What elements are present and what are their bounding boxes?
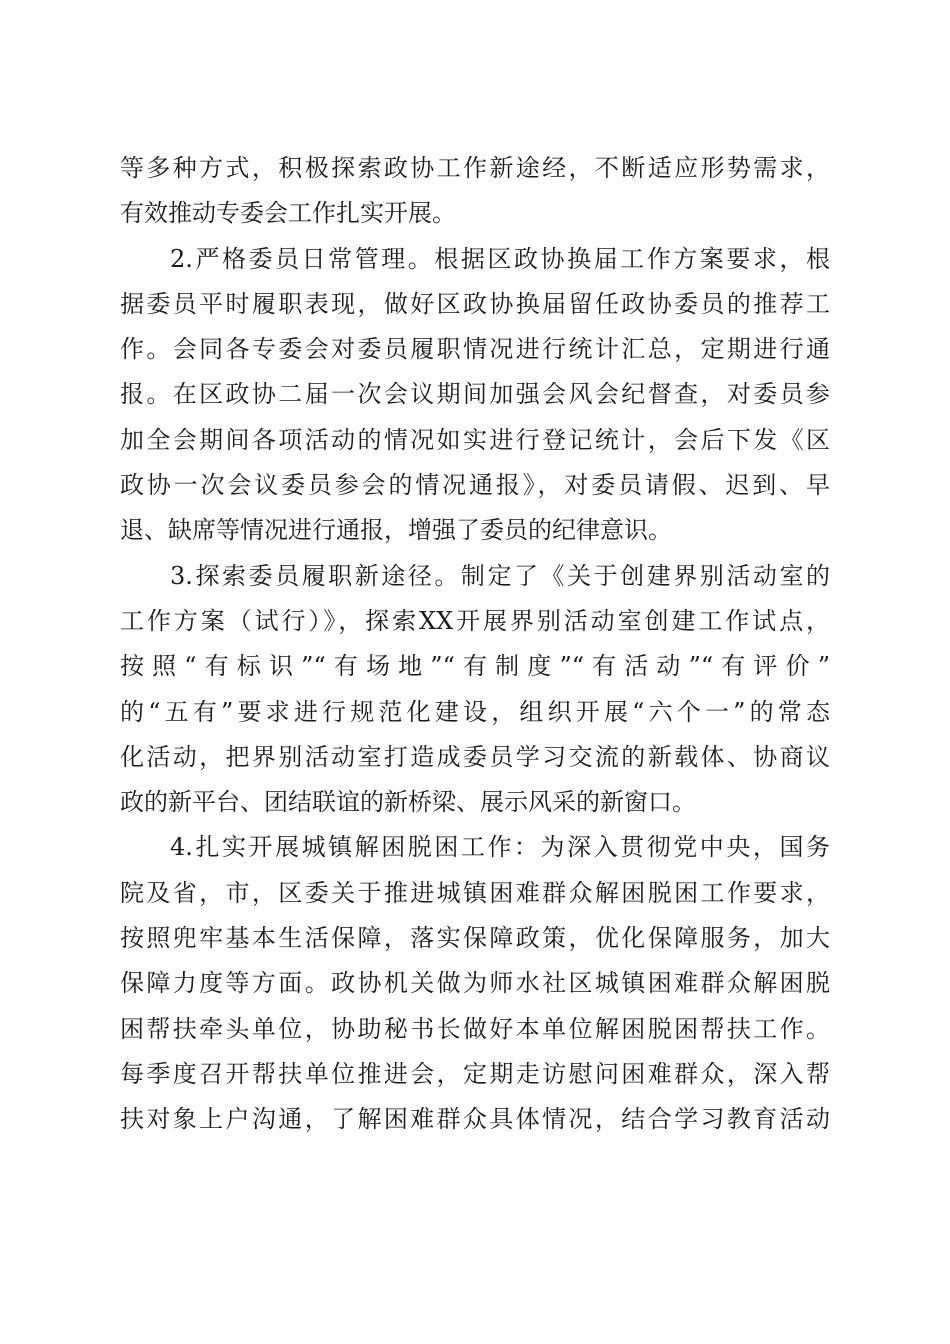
text-line: 的“五有”要求进行规范化建设，组织开展“六个一”的常态 [120, 697, 830, 726]
text-line: 4.扎实开展城镇解困脱困工作：为深入贯彻党中央，国务 [170, 833, 830, 862]
text-line: 化活动，把界别活动室打造成委员学习交流的新载体、协商议 [120, 742, 830, 771]
text-line: 有效推动专委会工作扎实开展。 [120, 199, 456, 228]
text-line: 作。会同各专委会对委员履职情况进行统计汇总，定期进行通 [120, 335, 830, 364]
text-line: 据委员平时履职表现，做好区政协换届留任政协委员的推荐工 [120, 289, 830, 318]
text-line: 按照“有标识”“有场地”“有制度”“有活动”“有评价” [120, 652, 830, 681]
document-body [120, 146, 830, 1143]
text-line: 工作方案（试行）》，探索XX开展界别活动室创建工作试点， [120, 606, 830, 635]
text-line: 等多种方式，积极探索政协工作新途经，不断适应形势需求， [120, 154, 830, 182]
text-line: 困帮扶牵头单位，协助秘书长做好本单位解困脱困帮扶工作。 [120, 1014, 830, 1043]
text-line: 按照兜牢基本生活保障，落实保障政策，优化保障服务，加大 [120, 924, 830, 953]
text-line: 政的新平台、团结联谊的新桥梁、展示风采的新窗口。 [120, 788, 696, 817]
text-line: 政协一次会议委员参会的情况通报》，对委员请假、迟到、早 [120, 471, 830, 500]
text-line: 退、缺席等情况进行通报，增强了委员的纪律意识。 [120, 516, 672, 545]
text-line: 院及省，市，区委关于推进城镇困难群众解困脱困工作要求， [120, 878, 830, 907]
text-line: 3.探索委员履职新途径。制定了《关于创建界别活动室的 [170, 561, 830, 590]
text-line: 保障力度等方面。政协机关做为师水社区城镇困难群众解困脱 [120, 969, 830, 998]
text-line: 报。在区政协二届一次会议期间加强会风会纪督查，对委员参 [120, 380, 830, 409]
text-line: 加全会期间各项活动的情况如实进行登记统计，会后下发《区 [120, 425, 830, 454]
text-line: 每季度召开帮扶单位推进会，定期走访慰问困难群众，深入帮 [120, 1059, 830, 1088]
text-line: 扶对象上户沟通，了解困难群众具体情况，结合学习教育活动 [120, 1105, 830, 1134]
text-line: 2.严格委员日常管理。根据区政协换届工作方案要求，根 [170, 244, 830, 273]
